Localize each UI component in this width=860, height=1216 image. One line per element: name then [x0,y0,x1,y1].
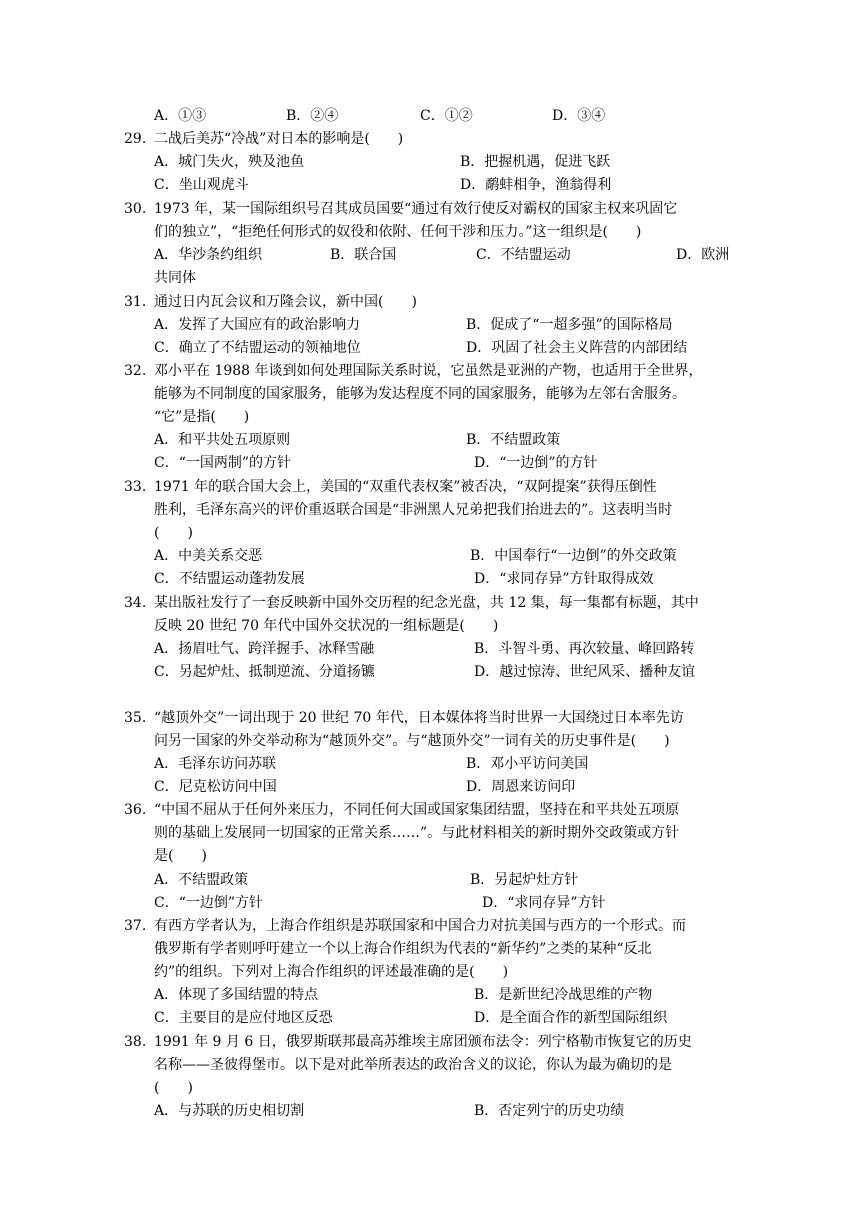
q31-number: 31. [124,294,147,310]
q36-stem-line-2: 则的基础上发展同一切国家的正常关系……”。与此材料相关的新时期外交政策或方针 [154,825,680,841]
q35-option-a: A．毛泽东访问苏联 [154,756,277,772]
q30-option-d: D．欧洲 [676,247,730,263]
q33-option-c: C．不结盟运动蓬勃发展 [154,571,305,587]
q37-stem-line-3: 约”的组织。下列对上海合作组织的评述最准确的是( ) [154,964,509,980]
q36-stem-line-1: 36. “中国不屈从于任何外来压力，不同任何大国或国家集团结盟，坚持在和平共处五项原 [124,802,680,818]
q29-stem: 29. 二战后美苏“冷战”对日本的影响是( ) [124,131,404,147]
q30-option-d-wrap: 共同体 [154,270,196,286]
q32-option-d: D．“一边倒”的方针 [474,455,598,471]
q36-option-a: A．不结盟政策 [154,872,249,888]
q38-number: 38. [124,1034,147,1050]
q33-stem-line-2: 胜利，毛泽东高兴的评价重返联合国是“非洲黑人兄弟把我们抬进去的”。这表明当时 [154,502,673,518]
q28-option-d: D．③④ [552,108,606,124]
q29-option-a: A．城门失火，殃及池鱼 [154,154,305,170]
q31-option-a: A．发挥了大国应有的政治影响力 [154,317,361,333]
q37-stem-line-1: 37. 有西方学者认为，上海合作组织是苏联国家和中国合力对抗美国与西方的一个形式。而 [124,918,686,934]
q33-option-b: B．中国奉行“一边倒”的外交政策 [470,548,677,564]
q31-option-b: B．促成了“一超多强”的国际格局 [466,317,673,333]
q36-option-d: D．“求同存异”方针 [482,895,606,911]
q38-stem-line-2: 名称——圣彼得堡市。以下是对此举所表达的政治含义的议论，你认为最为确切的是 [154,1057,672,1073]
q31-option-c: C．确立了不结盟运动的领袖地位 [154,340,361,356]
q37-stem-line-2: 俄罗斯有学者则呼吁建立一个以上海合作组织为代表的“新华约”之类的某种“反北 [154,941,652,957]
q30-stem-line-2: 们的独立”，“拒绝任何形式的奴役和依附、任何干涉和压力。”这一组织是( ) [154,224,642,240]
q30-stem-line-1: 30. 1973 年，某一国际组织号召其成员国要“通过有效行使反对霸权的国家主权来巩固它 [124,201,678,217]
q37-option-c: C．主要目的是应付地区反恐 [154,1010,333,1026]
q34-number: 34. [124,595,147,611]
q32-stem-line-2: 能够为不同制度的国家服务，能够为发达程度不同的国家服务，能够为左邻右舍服务。 [154,386,686,402]
q35-option-d: D．周恩来访问印 [466,779,576,795]
q32-option-c: C．“一国两制”的方针 [154,455,292,471]
q34-stem-line-1: 34. 某出版社发行了一套反映新中国外交历程的纪念光盘，共 12 集，每一集都有标题，其中 [124,595,699,611]
q29-option-b: B．把握机遇，促进飞跃 [460,154,611,170]
q28-option-a: A．①③ [154,108,207,124]
q34-option-a: A．扬眉吐气、跨洋握手、冰释雪融 [154,641,375,657]
q33-stem-line-1: 33. 1971 年的联合国大会上，美国的“双重代表权案”被否决，“双阿提案”获得压倒性 [124,479,657,495]
q33-stem-line-3: ( ) [154,525,193,541]
q37-option-b: B．是新世纪冷战思维的产物 [474,987,653,1003]
q35-number: 35. [124,710,147,726]
q32-number: 32. [124,363,147,379]
q37-number: 37. [124,918,147,934]
q32-stem-line-1: 32. 邓小平在 1988 年谈到如何处理国际关系时说，它虽然是亚洲的产物，也适用于全世界， [124,363,703,379]
q28-option-b: B．②④ [286,108,339,124]
q30-option-a: A．华沙条约组织 [154,247,263,263]
q34-option-d: D．越过惊涛、世纪风采、播种友谊 [474,664,696,680]
q29-number: 29. [124,131,147,147]
q31-stem: 31. 通过日内瓦会议和万隆会议，新中国( ) [124,294,417,310]
q30-number: 30. [124,201,147,217]
q36-option-b: B．另起炉灶方针 [470,872,579,888]
q35-stem-line-2: 问另一国家的外交举动称为“越顶外交”。与“越顶外交”一词有关的历史事件是( ) [154,733,670,749]
q38-stem-line-1: 38. 1991 年 9 月 6 日，俄罗斯联邦最高苏维埃主席团颁布法令：列宁格勒市恢复它的历史 [124,1034,692,1050]
q32-option-b: B．不结盟政策 [466,432,561,448]
q36-number: 36. [124,802,147,818]
q36-option-c: C．“一边倒”方针 [154,895,264,911]
q32-stem-line-3: “它”是指( ) [154,409,250,425]
q35-option-b: B．邓小平访问美国 [466,756,589,772]
q38-stem-line-3: ( ) [154,1080,193,1096]
q33-option-a: A．中美关系交恶 [154,548,263,564]
q38-option-b: B．否定列宁的历史功绩 [474,1103,625,1119]
q31-option-d: D．巩固了社会主义阵营的内部团结 [466,340,688,356]
q30-option-c: C．不结盟运动 [476,247,571,263]
q37-option-a: A．体现了多国结盟的特点 [154,987,319,1003]
q34-option-b: B．斗智斗勇、再次较量、峰回路转 [474,641,695,657]
q34-stem-line-2: 反映 20 世纪 70 年代中国外交状况的一组标题是( ) [154,618,499,634]
q30-option-b: B．联合国 [330,247,397,263]
q38-option-a: A．与苏联的历史相切割 [154,1103,305,1119]
q36-stem-line-3: 是( ) [154,848,207,864]
q37-option-d: D．是全面合作的新型国际组织 [474,1010,668,1026]
q35-stem-line-1: 35. “越顶外交”一词出现于 20 世纪 70 年代，日本媒体将当时世界一大国绕过日本率先访 [124,710,684,726]
q33-option-d: D．“求同存异”方针取得成效 [474,571,654,587]
q35-option-c: C．尼克松访问中国 [154,779,277,795]
q32-option-a: A．和平共处五项原则 [154,432,291,448]
q33-number: 33. [124,479,147,495]
q34-option-c: C．另起炉灶、抵制逆流、分道扬镳 [154,664,375,680]
q29-option-c: C．坐山观虎斗 [154,177,249,193]
q28-option-c: C．①② [420,108,473,124]
q29-option-d: D．鹬蚌相争，渔翁得利 [460,177,612,193]
